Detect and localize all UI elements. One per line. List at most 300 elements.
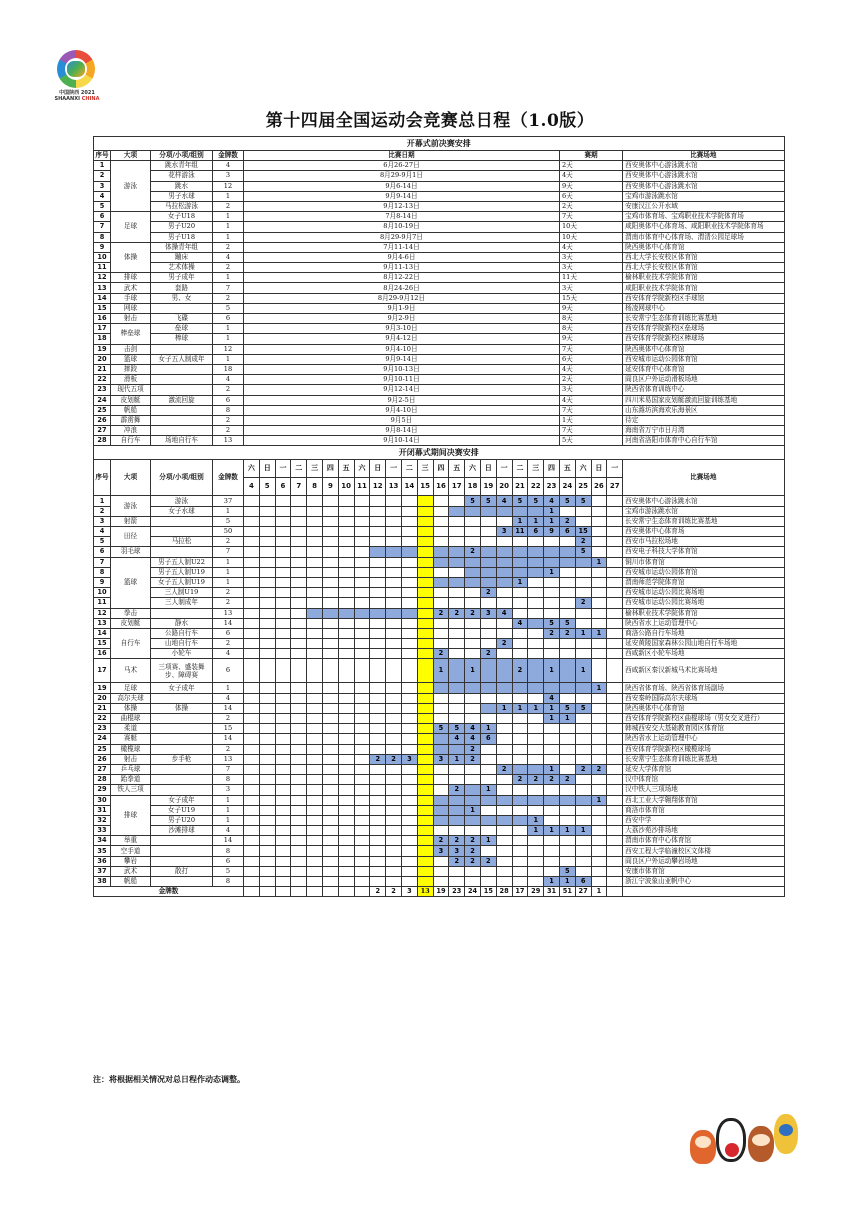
weekday-label: 六 bbox=[575, 460, 591, 478]
header-venue: 比赛场地 bbox=[623, 151, 784, 161]
empty-day-cell bbox=[607, 588, 623, 598]
empty-day-cell bbox=[401, 588, 417, 598]
empty-day-cell bbox=[259, 703, 275, 713]
empty-day-cell bbox=[338, 567, 354, 577]
schedule-row bbox=[94, 877, 785, 887]
header-no: 序号 bbox=[95, 151, 109, 160]
schedule-row bbox=[94, 714, 785, 724]
competition-day-cell bbox=[433, 815, 449, 825]
competition-day-cell bbox=[559, 557, 575, 567]
empty-day-cell bbox=[244, 516, 260, 526]
competition-day-cell bbox=[386, 547, 402, 557]
empty-day-cell bbox=[259, 877, 275, 887]
weekday-label: 日 bbox=[480, 460, 496, 478]
empty-day-cell bbox=[528, 649, 544, 659]
empty-day-cell bbox=[480, 516, 496, 526]
empty-day-cell bbox=[386, 683, 402, 693]
empty-day-cell bbox=[512, 754, 528, 764]
gold-count: 1 bbox=[213, 191, 244, 201]
empty-day-cell bbox=[607, 639, 623, 649]
competition-day-cell bbox=[465, 815, 481, 825]
sub-event bbox=[151, 785, 213, 795]
final-day-cell: 2 bbox=[465, 856, 481, 866]
sub-event: 激流回旋 bbox=[151, 395, 213, 405]
weekday-label: 五 bbox=[559, 460, 575, 478]
final-day-cell: 2 bbox=[449, 836, 465, 846]
empty-day-cell bbox=[354, 537, 370, 547]
sport-name: 网球 bbox=[111, 303, 151, 313]
daily-gold-total: 3 bbox=[401, 887, 417, 897]
sport-name: 射击 bbox=[111, 754, 151, 764]
row-number: 22 bbox=[94, 714, 111, 724]
empty-day-cell bbox=[354, 734, 370, 744]
empty-day-cell bbox=[291, 877, 307, 887]
empty-day-cell bbox=[291, 785, 307, 795]
empty-day-cell bbox=[259, 683, 275, 693]
duration: 4天 bbox=[559, 364, 622, 374]
sub-event: 飞碟 bbox=[151, 314, 213, 324]
row-number: 26 bbox=[94, 754, 111, 764]
gold-count: 1 bbox=[213, 334, 244, 344]
empty-day-cell bbox=[401, 659, 417, 683]
sport-name: 棒垒球 bbox=[111, 324, 151, 344]
sport-name: 武术 bbox=[111, 283, 151, 293]
schedule-row bbox=[94, 836, 785, 846]
empty-day-cell bbox=[307, 649, 323, 659]
final-day-cell: 2 bbox=[496, 639, 512, 649]
schedule-table bbox=[93, 136, 785, 897]
empty-day-cell bbox=[354, 724, 370, 734]
row-number: 33 bbox=[94, 826, 111, 836]
empty-day-cell bbox=[322, 754, 338, 764]
empty-day-cell bbox=[354, 795, 370, 805]
empty-day-cell bbox=[496, 805, 512, 815]
empty-day-cell bbox=[291, 764, 307, 774]
empty-day-cell bbox=[465, 877, 481, 887]
day-label: 8 bbox=[307, 478, 323, 496]
empty-day-cell bbox=[322, 496, 338, 506]
row-number: 13 bbox=[94, 618, 111, 628]
sub-event: 马拉松游泳 bbox=[151, 201, 213, 211]
empty-day-cell bbox=[401, 877, 417, 887]
row-number: 21 bbox=[94, 364, 111, 374]
empty-day-cell bbox=[386, 557, 402, 567]
empty-day-cell bbox=[401, 744, 417, 754]
sub-event: 静水 bbox=[151, 618, 213, 628]
empty-day-cell bbox=[559, 815, 575, 825]
empty-day-cell bbox=[370, 826, 386, 836]
empty-day-cell bbox=[244, 815, 260, 825]
day-label: 17 bbox=[449, 478, 465, 496]
empty-day-cell bbox=[528, 744, 544, 754]
empty-day-cell bbox=[449, 764, 465, 774]
empty-day-cell bbox=[607, 877, 623, 887]
final-day-cell: 5 bbox=[575, 547, 591, 557]
competition-day-cell bbox=[401, 547, 417, 557]
row-number: 9 bbox=[94, 577, 111, 587]
empty-day-cell bbox=[322, 714, 338, 724]
empty-day-cell bbox=[575, 754, 591, 764]
empty-day-cell bbox=[528, 577, 544, 587]
empty-day-cell bbox=[528, 639, 544, 649]
competition-day-cell bbox=[480, 547, 496, 557]
competition-date: 9月2-9日 bbox=[244, 314, 560, 324]
empty-day-cell bbox=[591, 775, 607, 785]
competition-date: 9月10-11日 bbox=[244, 375, 560, 385]
empty-day-cell bbox=[354, 866, 370, 876]
empty-day-cell bbox=[528, 693, 544, 703]
day-label: 10 bbox=[338, 478, 354, 496]
competition-day-cell bbox=[575, 795, 591, 805]
sport-name: 铁人三项 bbox=[111, 785, 151, 795]
opening-day-cell bbox=[417, 683, 433, 693]
competition-day-cell bbox=[480, 659, 496, 683]
opening-day-cell bbox=[417, 714, 433, 724]
gold-count: 13 bbox=[213, 608, 244, 618]
venue: 西安秦岭国际高尔夫球场 bbox=[623, 693, 784, 703]
competition-day-cell bbox=[512, 557, 528, 567]
venue: 西安城市运动公园体育馆 bbox=[623, 354, 784, 364]
gold-count: 14 bbox=[213, 618, 244, 628]
final-day-cell: 1 bbox=[433, 659, 449, 683]
opening-day-cell bbox=[417, 628, 433, 638]
empty-day-cell bbox=[291, 805, 307, 815]
final-day-cell: 1 bbox=[480, 785, 496, 795]
empty-day-cell bbox=[244, 724, 260, 734]
empty-day-cell bbox=[575, 836, 591, 846]
gold-count: 5 bbox=[213, 866, 244, 876]
competition-date: 7月11-14日 bbox=[244, 242, 560, 252]
venue: 西安工程大学临潼校区文体楼 bbox=[623, 846, 784, 856]
empty-day-cell bbox=[512, 826, 528, 836]
empty-day-cell bbox=[244, 836, 260, 846]
day-label: 18 bbox=[465, 478, 481, 496]
competition-day-cell bbox=[480, 703, 496, 713]
empty-day-cell bbox=[354, 775, 370, 785]
empty-day-cell bbox=[401, 714, 417, 724]
opening-day-cell bbox=[417, 734, 433, 744]
empty-day-cell bbox=[591, 815, 607, 825]
final-day-cell: 1 bbox=[559, 877, 575, 887]
duration: 7天 bbox=[559, 405, 622, 415]
sport-name: 举重 bbox=[111, 836, 151, 846]
empty-day-cell bbox=[244, 618, 260, 628]
empty-day-cell bbox=[496, 744, 512, 754]
final-day-cell: 5 bbox=[544, 618, 560, 628]
empty-day-cell bbox=[259, 598, 275, 608]
sport-name: 体操 bbox=[111, 703, 151, 713]
weekday-label: 一 bbox=[496, 460, 512, 478]
empty-day-cell bbox=[259, 724, 275, 734]
sub-event bbox=[151, 877, 213, 887]
final-day-cell: 1 bbox=[544, 764, 560, 774]
empty-day-cell bbox=[354, 856, 370, 866]
final-day-cell: 2 bbox=[386, 754, 402, 764]
empty-day-cell bbox=[370, 815, 386, 825]
schedule-row bbox=[94, 547, 785, 557]
empty-day-cell bbox=[275, 567, 291, 577]
empty-day-cell bbox=[386, 703, 402, 713]
final-day-cell: 1 bbox=[559, 714, 575, 724]
venue: 安康汉江公开水域 bbox=[623, 201, 784, 211]
empty-day-cell bbox=[401, 628, 417, 638]
row-number: 17 bbox=[94, 659, 111, 683]
empty-day-cell bbox=[275, 537, 291, 547]
row-number: 5 bbox=[94, 201, 111, 211]
empty-day-cell bbox=[496, 598, 512, 608]
sub-event: 体操 bbox=[151, 703, 213, 713]
empty-day-cell bbox=[544, 734, 560, 744]
empty-day-cell bbox=[544, 649, 560, 659]
empty-day-cell bbox=[370, 744, 386, 754]
empty-day-cell bbox=[244, 877, 260, 887]
empty-day-cell bbox=[370, 764, 386, 774]
day-label: 21 bbox=[512, 478, 528, 496]
competition-day-cell bbox=[465, 683, 481, 693]
schedule-row bbox=[94, 639, 785, 649]
empty-day-cell bbox=[275, 775, 291, 785]
empty-day-cell bbox=[386, 516, 402, 526]
competition-day-cell bbox=[465, 557, 481, 567]
empty-day-cell bbox=[259, 805, 275, 815]
empty-day-cell bbox=[559, 649, 575, 659]
opening-day-cell bbox=[417, 754, 433, 764]
final-day-cell: 1 bbox=[512, 703, 528, 713]
empty-day-cell bbox=[338, 649, 354, 659]
schedule-row bbox=[94, 846, 785, 856]
empty-day-cell bbox=[480, 598, 496, 608]
empty-day-cell bbox=[275, 785, 291, 795]
competition-day-cell bbox=[528, 567, 544, 577]
row-number: 6 bbox=[94, 212, 111, 222]
empty-day-cell bbox=[401, 557, 417, 567]
empty-day-cell bbox=[354, 836, 370, 846]
venue: 西咸新区秦汉新城马术比赛场地 bbox=[623, 659, 784, 683]
empty-day-cell bbox=[370, 567, 386, 577]
empty-day-cell bbox=[528, 724, 544, 734]
empty-day-cell bbox=[291, 754, 307, 764]
competition-date: 7月8-14日 bbox=[244, 212, 560, 222]
empty-day-cell bbox=[591, 826, 607, 836]
empty-day-cell bbox=[370, 836, 386, 846]
sub-event: 女子U19 bbox=[151, 805, 213, 815]
empty-day-cell bbox=[449, 516, 465, 526]
empty-day-cell bbox=[496, 693, 512, 703]
empty-day-cell bbox=[322, 516, 338, 526]
day-label: 19 bbox=[480, 478, 496, 496]
final-day-cell: 2 bbox=[480, 588, 496, 598]
final-day-cell: 1 bbox=[544, 826, 560, 836]
empty-day-cell bbox=[307, 703, 323, 713]
empty-day-cell bbox=[370, 795, 386, 805]
empty-day-cell bbox=[354, 805, 370, 815]
daily-gold-total bbox=[338, 887, 354, 897]
final-day-cell: 9 bbox=[544, 527, 560, 537]
competition-date: 9月9-14日 bbox=[244, 191, 560, 201]
empty-day-cell bbox=[496, 754, 512, 764]
gold-count: 8 bbox=[213, 405, 244, 415]
sport-name: 跆拳道 bbox=[111, 775, 151, 785]
empty-day-cell bbox=[291, 608, 307, 618]
empty-day-cell bbox=[275, 683, 291, 693]
empty-day-cell bbox=[370, 703, 386, 713]
final-day-cell: 1 bbox=[512, 577, 528, 587]
opening-day-cell bbox=[417, 866, 433, 876]
competition-day-cell bbox=[480, 557, 496, 567]
empty-day-cell bbox=[591, 693, 607, 703]
empty-day-cell bbox=[275, 826, 291, 836]
empty-day-cell bbox=[354, 577, 370, 587]
final-day-cell: 1 bbox=[528, 815, 544, 825]
empty-day-cell bbox=[338, 846, 354, 856]
mascot-4 bbox=[774, 1114, 798, 1154]
opening-day-cell bbox=[417, 815, 433, 825]
gold-count: 2 bbox=[213, 263, 244, 273]
empty-day-cell bbox=[465, 714, 481, 724]
empty-day-cell bbox=[591, 496, 607, 506]
empty-day-cell bbox=[307, 856, 323, 866]
empty-day-cell bbox=[275, 836, 291, 846]
row-number: 26 bbox=[94, 415, 111, 425]
empty-day-cell bbox=[322, 703, 338, 713]
empty-day-cell bbox=[338, 805, 354, 815]
gold-count: 7 bbox=[213, 764, 244, 774]
empty-day-cell bbox=[370, 775, 386, 785]
empty-day-cell bbox=[275, 795, 291, 805]
empty-day-cell bbox=[528, 785, 544, 795]
competition-day-cell bbox=[465, 795, 481, 805]
empty-day-cell bbox=[496, 846, 512, 856]
opening-day-cell bbox=[417, 785, 433, 795]
schedule-row bbox=[94, 436, 785, 446]
empty-day-cell bbox=[370, 506, 386, 516]
empty-day-cell bbox=[575, 805, 591, 815]
empty-day-cell bbox=[607, 598, 623, 608]
gold-count: 7 bbox=[213, 283, 244, 293]
competition-day-cell bbox=[433, 795, 449, 805]
empty-day-cell bbox=[544, 744, 560, 754]
empty-day-cell bbox=[512, 785, 528, 795]
sub-event: 男子U20 bbox=[151, 815, 213, 825]
row-number: 16 bbox=[94, 649, 111, 659]
empty-day-cell bbox=[575, 866, 591, 876]
competition-date: 9月9-14日 bbox=[244, 354, 560, 364]
duration: 11天 bbox=[559, 273, 622, 283]
empty-day-cell bbox=[275, 744, 291, 754]
empty-day-cell bbox=[291, 734, 307, 744]
competition-day-cell bbox=[465, 785, 481, 795]
empty-day-cell bbox=[259, 846, 275, 856]
sub-event: 男子五人制U19 bbox=[151, 567, 213, 577]
competition-day-cell bbox=[496, 567, 512, 577]
sub-event bbox=[151, 344, 213, 354]
sub-event: 艺术体操 bbox=[151, 263, 213, 273]
empty-day-cell bbox=[480, 628, 496, 638]
final-day-cell: 2 bbox=[433, 649, 449, 659]
empty-day-cell bbox=[449, 714, 465, 724]
row-number: 4 bbox=[94, 527, 111, 537]
empty-day-cell bbox=[528, 754, 544, 764]
row-number: 4 bbox=[94, 191, 111, 201]
competition-date: 8月29-9月12日 bbox=[244, 293, 560, 303]
venue: 西安中学 bbox=[623, 815, 784, 825]
sport-name: 皮划艇 bbox=[111, 395, 151, 405]
sport-name: 自行车 bbox=[111, 436, 151, 446]
empty-day-cell bbox=[401, 856, 417, 866]
sport-name: 空手道 bbox=[111, 846, 151, 856]
daily-gold-total: 15 bbox=[480, 887, 496, 897]
empty-day-cell bbox=[354, 877, 370, 887]
duration: 4天 bbox=[559, 242, 622, 252]
weekday-label: 四 bbox=[433, 460, 449, 478]
empty-day-cell bbox=[433, 775, 449, 785]
weekday-label: 二 bbox=[512, 460, 528, 478]
empty-day-cell bbox=[307, 577, 323, 587]
sub-event: 女子五人制成年 bbox=[151, 354, 213, 364]
empty-day-cell bbox=[465, 527, 481, 537]
competition-day-cell bbox=[433, 805, 449, 815]
venue: 商洛市体育馆 bbox=[623, 805, 784, 815]
empty-day-cell bbox=[259, 639, 275, 649]
schedule-row bbox=[94, 273, 785, 283]
sub-event bbox=[151, 744, 213, 754]
empty-day-cell bbox=[307, 659, 323, 683]
empty-day-cell bbox=[401, 516, 417, 526]
empty-day-cell bbox=[322, 724, 338, 734]
sub-event: 小轮车 bbox=[151, 649, 213, 659]
final-day-cell: 1 bbox=[575, 628, 591, 638]
row-number: 3 bbox=[94, 181, 111, 191]
weekday-label: 四 bbox=[544, 460, 560, 478]
empty-day-cell bbox=[465, 628, 481, 638]
final-day-cell: 3 bbox=[496, 527, 512, 537]
sub-event: 男子U20 bbox=[151, 222, 213, 232]
final-day-cell: 2 bbox=[433, 836, 449, 846]
schedule-row bbox=[94, 415, 785, 425]
sport-name: 击剑 bbox=[111, 344, 151, 354]
empty-day-cell bbox=[607, 775, 623, 785]
empty-day-cell bbox=[512, 608, 528, 618]
gold-count: 50 bbox=[213, 527, 244, 537]
final-day-cell: 3 bbox=[433, 754, 449, 764]
empty-day-cell bbox=[291, 598, 307, 608]
empty-day-cell bbox=[607, 846, 623, 856]
empty-day-cell bbox=[322, 693, 338, 703]
empty-day-cell bbox=[291, 496, 307, 506]
empty-day-cell bbox=[480, 714, 496, 724]
row-number: 5 bbox=[94, 537, 111, 547]
empty-day-cell bbox=[275, 724, 291, 734]
duration: 7天 bbox=[559, 212, 622, 222]
empty-day-cell bbox=[559, 608, 575, 618]
empty-day-cell bbox=[544, 598, 560, 608]
final-day-cell: 1 bbox=[544, 714, 560, 724]
competition-day-cell bbox=[449, 557, 465, 567]
competition-day-cell bbox=[512, 795, 528, 805]
schedule-row bbox=[94, 405, 785, 415]
final-day-cell: 5 bbox=[449, 724, 465, 734]
empty-day-cell bbox=[307, 557, 323, 567]
empty-day-cell bbox=[370, 805, 386, 815]
empty-day-cell bbox=[591, 846, 607, 856]
empty-day-cell bbox=[401, 785, 417, 795]
row-number: 29 bbox=[94, 785, 111, 795]
final-day-cell: 1 bbox=[528, 703, 544, 713]
empty-day-cell bbox=[291, 649, 307, 659]
day-label: 24 bbox=[559, 478, 575, 496]
empty-day-cell bbox=[244, 693, 260, 703]
empty-day-cell bbox=[259, 618, 275, 628]
